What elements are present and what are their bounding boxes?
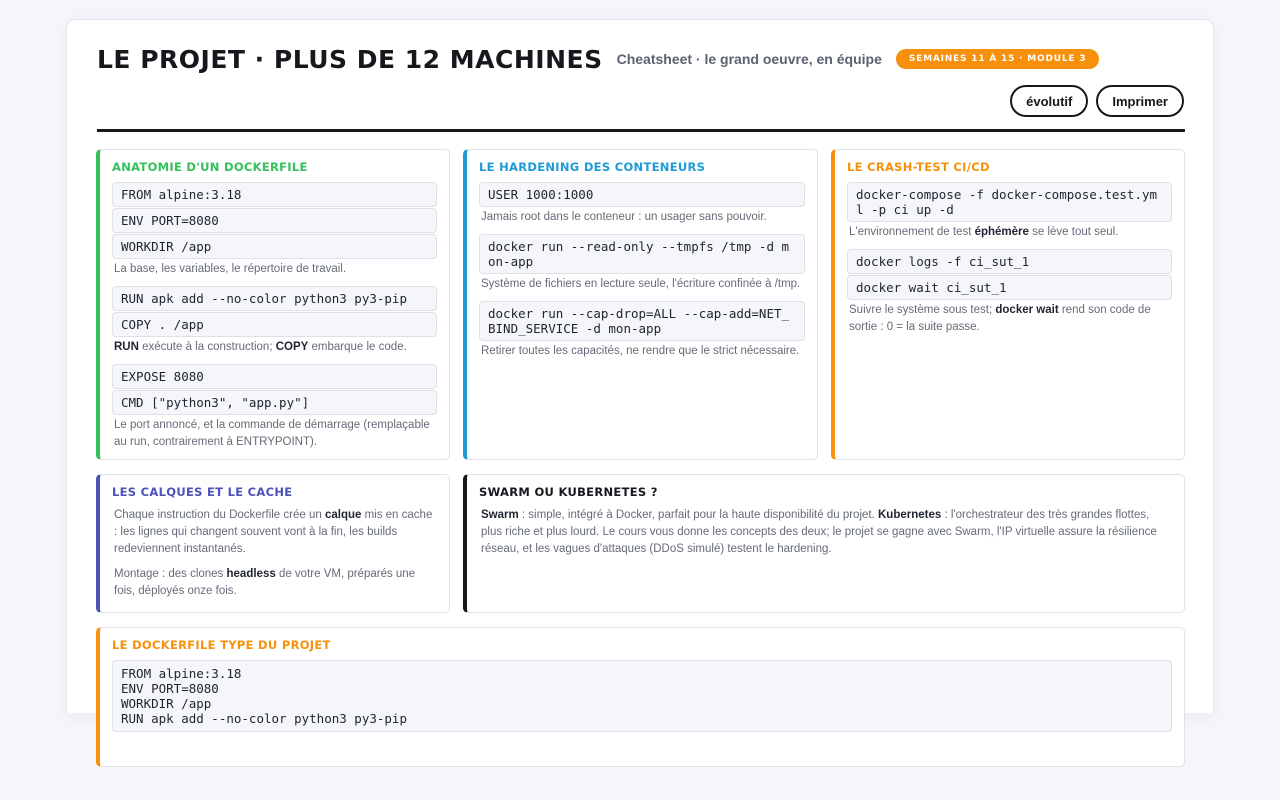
card-layers-cache bbox=[96, 474, 450, 613]
cheatsheet-page bbox=[66, 19, 1214, 726]
keyword-calque: calque bbox=[324, 509, 362, 521]
para-text: Montage : des clones bbox=[114, 568, 227, 580]
module-badge: SEMAINES 11 À 15 · MODULE 3 bbox=[896, 49, 1099, 69]
note-text: exécute à la construction; bbox=[138, 341, 276, 353]
code-snippet: EXPOSE 8080 bbox=[112, 364, 437, 389]
code-snippet: docker logs -f ci_sut_1 bbox=[847, 249, 1172, 274]
card-paragraph bbox=[479, 507, 1172, 558]
card-note bbox=[847, 301, 1172, 336]
note-text: Suivre le système sous test; bbox=[849, 304, 996, 316]
para-text: : simple, intégré à Docker, parfait pour la haute disponibilité du projet. bbox=[518, 509, 878, 521]
card-title: ANATOMIE D'UN DOCKERFILE bbox=[112, 160, 308, 174]
keyword-kubernetes: Kubernetes bbox=[877, 509, 942, 521]
code-block: FROM alpine:3.18 ENV PORT=8080 WORKDIR /app RUN apk add --no-color python3 py3-pip bbox=[112, 660, 1172, 732]
card-title: LE HARDENING DES CONTENEURS bbox=[479, 160, 706, 174]
card-title: SWARM OU KUBERNETES ? bbox=[479, 485, 658, 499]
code-snippet: RUN apk add --no-color python3 py3-pip bbox=[112, 286, 437, 311]
card-hardening bbox=[463, 149, 818, 460]
card-note: Système de fichiers en lecture seule, l'écriture confinée à /tmp. bbox=[481, 278, 801, 290]
card-note: Jamais root dans le conteneur : un usager sans pouvoir. bbox=[481, 211, 767, 223]
card-typical-dockerfile bbox=[96, 627, 1185, 767]
card-paragraph bbox=[112, 566, 437, 600]
card-note bbox=[112, 338, 437, 356]
code-snippet: WORKDIR /app bbox=[112, 234, 437, 259]
evolutif-button[interactable]: évolutif bbox=[1010, 85, 1088, 117]
para-text: mis en cache : les lignes qui changent souvent vont à la fin, les builds redeviennent instantanés. bbox=[114, 509, 433, 555]
card-note: La base, les variables, le répertoire de travail. bbox=[114, 263, 347, 275]
code-snippet: docker wait ci_sut_1 bbox=[847, 275, 1172, 300]
header-actions bbox=[1010, 85, 1184, 117]
keyword-swarm: Swarm bbox=[481, 509, 519, 521]
card-note: Le port annoncé, et la commande de démarrage (remplaçable au run, contrairement à ENTRYPOINT). bbox=[114, 419, 430, 448]
page-subtitle: Cheatsheet · le grand oeuvre, en équipe bbox=[616, 51, 882, 67]
code-snippet: COPY . /app bbox=[112, 312, 437, 337]
card-title: LE DOCKERFILE TYPE DU PROJET bbox=[112, 638, 331, 652]
note-text: embarque le code. bbox=[308, 341, 407, 353]
card-title: LES CALQUES ET LE CACHE bbox=[112, 485, 293, 499]
page-title: LE PROJET · PLUS DE 12 MACHINES bbox=[97, 44, 603, 74]
code-snippet: docker run --read-only --tmpfs /tmp -d mon-app bbox=[479, 234, 805, 274]
note-text: se lève tout seul. bbox=[1028, 226, 1119, 238]
note-text: rend son code de sortie : 0 = la suite passe. bbox=[849, 304, 1151, 333]
page-header bbox=[97, 42, 1185, 76]
card-paragraph bbox=[112, 507, 437, 558]
para-text: Chaque instruction du Dockerfile crée un bbox=[114, 509, 325, 521]
code-snippet: docker-compose -f docker-compose.test.yml -p ci up -d bbox=[847, 182, 1172, 222]
keyword-headless: headless bbox=[226, 568, 276, 580]
keyword-ephemere: éphémère bbox=[974, 226, 1029, 238]
code-snippet: ENV PORT=8080 bbox=[112, 208, 437, 233]
keyword-copy: COPY bbox=[275, 341, 309, 353]
card-note bbox=[847, 223, 1172, 241]
card-title: LE CRASH-TEST CI/CD bbox=[847, 160, 990, 174]
code-snippet: USER 1000:1000 bbox=[479, 182, 805, 207]
note-text: L'environnement de test bbox=[849, 226, 975, 238]
card-note: Retirer toutes les capacités, ne rendre que le strict nécessaire. bbox=[481, 345, 800, 357]
header-divider bbox=[97, 129, 1185, 132]
keyword-run: RUN bbox=[114, 341, 139, 353]
print-button[interactable]: Imprimer bbox=[1096, 85, 1184, 117]
code-snippet: docker run --cap-drop=ALL --cap-add=NET_BIND_SERVICE -d mon-app bbox=[479, 301, 805, 341]
card-crash-test bbox=[831, 149, 1185, 460]
code-snippet: FROM alpine:3.18 bbox=[112, 182, 437, 207]
para-text: de votre VM, préparés une fois, déployés onze fois. bbox=[114, 568, 416, 597]
keyword-docker-wait: docker wait bbox=[995, 304, 1059, 316]
card-swarm-kubernetes bbox=[463, 474, 1185, 613]
card-dockerfile-anatomy bbox=[96, 149, 450, 460]
para-text: : l'orchestrateur des très grandes flottes, plus riche et plus lourd. Le cours vous donne les concepts des deux; le projet se gagne avec Swarm, l'IP virtuelle assure la résilience réseau, et les vagues d'attaques (DDoS simulé) testent le hardening. bbox=[481, 509, 1157, 555]
code-snippet: CMD ["python3", "app.py"] bbox=[112, 390, 437, 415]
